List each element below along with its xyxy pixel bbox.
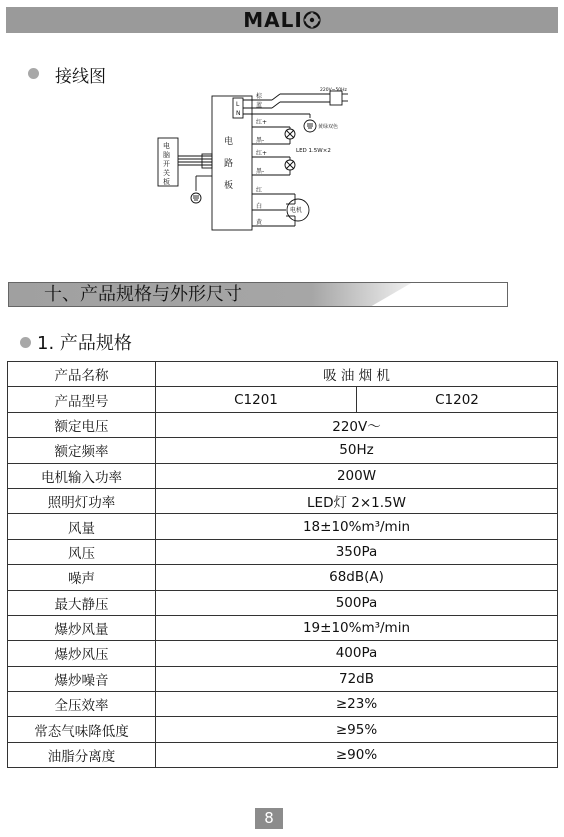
diag-label-motor: 电机	[290, 207, 303, 214]
header-bar	[6, 7, 558, 33]
diag-switch-char-4: 关	[163, 169, 170, 177]
table-row	[8, 412, 558, 437]
spec-name: 额定频率	[8, 438, 156, 463]
spec-model-a: C1201	[156, 387, 357, 412]
spec-name: 爆炒风压	[8, 641, 156, 666]
spec-value: 500Pa	[156, 590, 558, 615]
spec-value: ≥23%	[156, 692, 558, 717]
spec-name: 常态气味降低度	[8, 717, 156, 742]
diag-label-black-1: 黑-	[256, 137, 265, 144]
spec-name: 风压	[8, 539, 156, 564]
table-row	[8, 438, 558, 463]
table-row	[8, 590, 558, 615]
table-row	[8, 463, 558, 488]
spec-value: 18±10%m³/min	[156, 514, 558, 539]
table-row	[8, 565, 558, 590]
table-row	[8, 387, 558, 412]
spec-value: 400Pa	[156, 641, 558, 666]
spec-value: ≥90%	[156, 742, 558, 767]
table-row	[8, 692, 558, 717]
diag-label-red-1: 红+	[256, 119, 268, 126]
spec-value: 72dB	[156, 666, 558, 691]
table-row	[8, 615, 558, 640]
diag-switch-char-3: 开	[163, 160, 170, 168]
table-row	[8, 641, 558, 666]
spec-name: 产品型号	[8, 387, 156, 412]
diag-label-led: LED 1.5W×2	[296, 148, 331, 154]
spec-table	[7, 361, 558, 768]
spec-name: 全压效率	[8, 692, 156, 717]
spec-value: LED灯 2×1.5W	[156, 488, 558, 513]
spec-name: 电机输入功率	[8, 463, 156, 488]
diag-label-red-2: 红+	[256, 150, 268, 157]
spec-name: 最大静压	[8, 590, 156, 615]
diag-label-white: 白	[256, 203, 263, 210]
diag-label-brown: 棕	[256, 93, 263, 100]
logo-fan-icon	[303, 11, 321, 29]
spec-value: 350Pa	[156, 539, 558, 564]
diag-switch-char-5: 板	[163, 178, 170, 186]
table-row	[8, 514, 558, 539]
page-number: 8	[255, 808, 283, 829]
wiring-heading: 接线图	[55, 67, 106, 87]
diag-label-ground: 黄绿双色	[318, 124, 339, 130]
spec-name: 油脂分离度	[8, 742, 156, 767]
spec-name: 爆炒噪音	[8, 666, 156, 691]
spec-name: 产品名称	[8, 362, 156, 387]
table-row	[8, 742, 558, 767]
spec-value: 19±10%m³/min	[156, 615, 558, 640]
table-row	[8, 488, 558, 513]
spec-value: ≥95%	[156, 717, 558, 742]
diag-board-char-1: 电	[224, 137, 234, 147]
spec-value: 68dB(A)	[156, 565, 558, 590]
table-row	[8, 666, 558, 691]
section-bar	[8, 282, 508, 307]
spec-value: 220V～	[156, 412, 558, 437]
spec-name: 照明灯功率	[8, 488, 156, 513]
diag-label-power: 220V~50Hz	[320, 88, 347, 93]
spec-name: 噪声	[8, 565, 156, 590]
spec-model-b: C1202	[357, 387, 558, 412]
section-title: 十、产品规格与外形尺寸	[44, 284, 242, 305]
table-row	[8, 717, 558, 742]
spec-value: 200W	[156, 463, 558, 488]
spec-value: 50Hz	[156, 438, 558, 463]
diag-label-yellow: 黄	[256, 219, 263, 226]
spec-value: 吸 油 烟 机	[156, 362, 558, 387]
spec-name: 额定电压	[8, 412, 156, 437]
spec-name: 风量	[8, 514, 156, 539]
diag-switch-char-1: 电	[163, 142, 170, 150]
brand-text: MALI	[243, 8, 303, 32]
diag-label-L: L	[236, 101, 240, 108]
wiring-diagram	[150, 86, 370, 236]
diag-label-N: N	[236, 110, 241, 117]
bullet-icon	[20, 337, 31, 348]
table-row	[8, 539, 558, 564]
bullet-icon	[28, 68, 39, 79]
brand-logo	[6, 7, 558, 33]
diag-label-black-2: 黑-	[256, 168, 265, 175]
spec-heading: 1. 产品规格	[37, 333, 132, 354]
spec-name: 爆炒风量	[8, 615, 156, 640]
diag-board-char-2: 路	[224, 159, 234, 169]
table-row	[8, 362, 558, 387]
diag-switch-char-2: 脑	[163, 151, 170, 159]
diag-label-red: 红	[256, 187, 263, 194]
diag-board-char-3: 板	[224, 181, 234, 191]
diag-label-blue: 蓝	[256, 102, 263, 109]
